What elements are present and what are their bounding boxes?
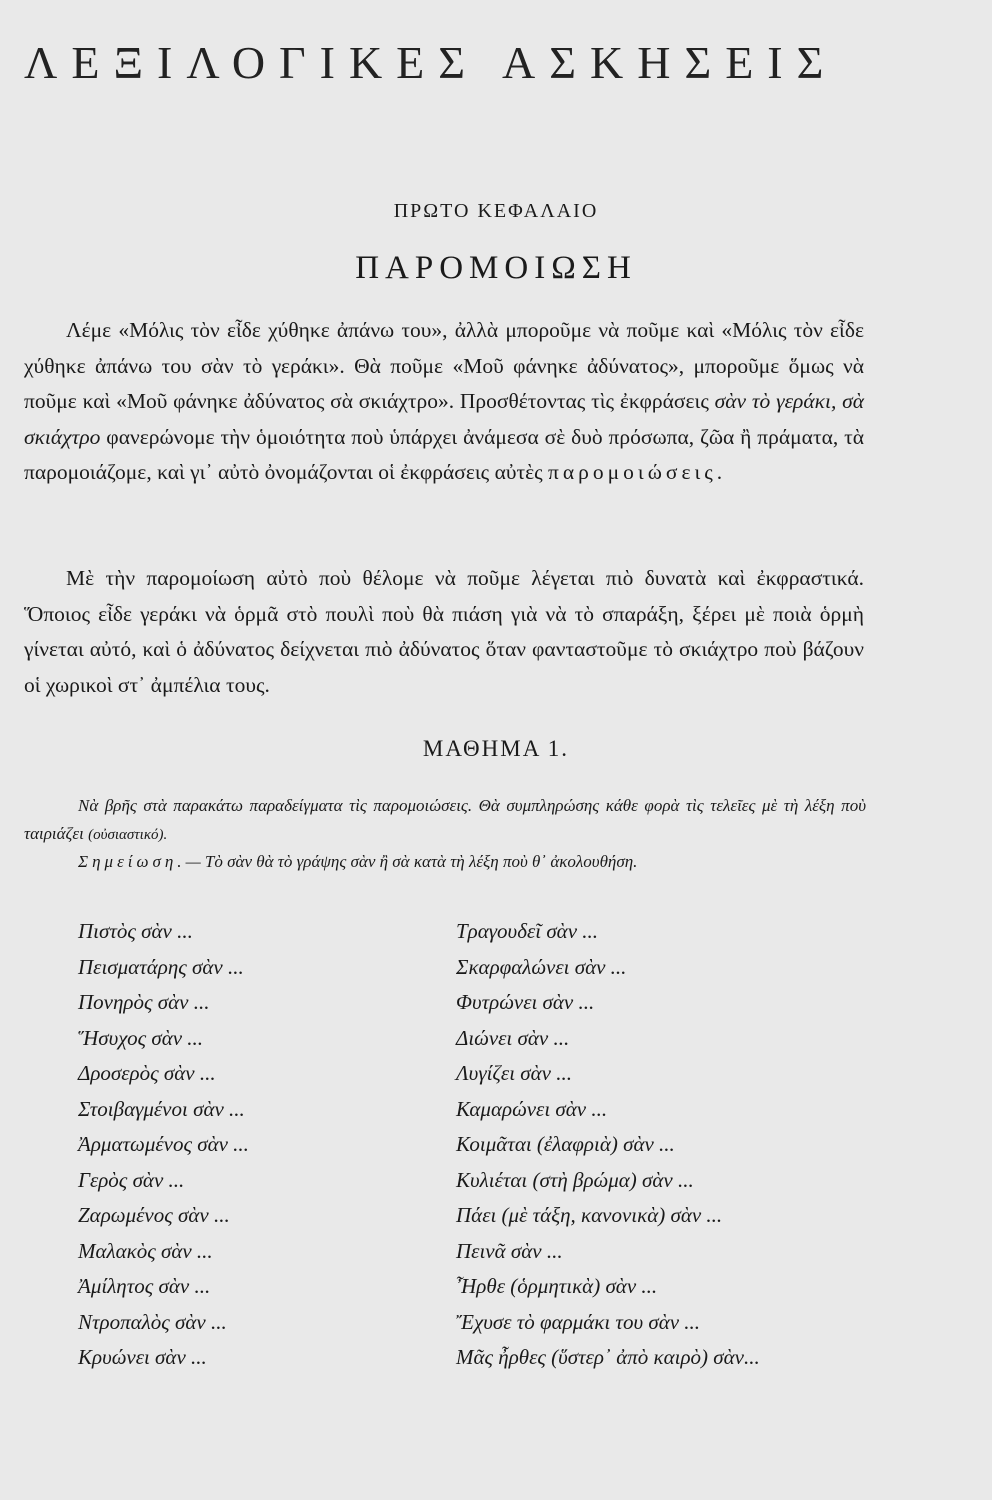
exercise-item: Ἀμίλητος σὰν ... — [78, 1274, 211, 1298]
exercise-item: Πεισματάρης σὰν ... — [78, 954, 244, 979]
exercise-item: Λυγίζει σὰν ... — [456, 1061, 572, 1085]
exercise-item: Καμαρώνει σὰν ... — [456, 1096, 608, 1121]
exercise-instruction — [24, 792, 866, 849]
exercise-item: Τραγουδεῖ σὰν ... — [456, 919, 599, 943]
exercise-list-left — [78, 914, 418, 1376]
lesson-title: ΜΑΘΗΜΑ 1. — [422, 736, 570, 761]
exercise-item: Σκαρφαλώνει σὰν ... — [456, 954, 627, 979]
p1-end: . — [716, 460, 723, 484]
intro-paragraph-1 — [24, 313, 864, 491]
exercise-list-right — [456, 914, 876, 1376]
exercise-item: Πιστὸς σὰν ... — [78, 919, 193, 943]
exercise-item: Μᾶς ἦρθες (ὕστερ᾿ ἀπὸ καιρὸ) σὰν... — [456, 1345, 760, 1369]
exercise-item: Στοιβαγμένοι σὰν ... — [78, 1096, 245, 1121]
p1-italic-phrases: σὰν τὸ γεράκι, σὰ σκιάχτρο — [24, 389, 865, 449]
exercise-item: Δροσερὸς σὰν ... — [78, 1061, 216, 1085]
exercise-item: Μαλακὸς σὰν ... — [78, 1238, 213, 1263]
note-label: Σημείωση. — [78, 852, 186, 871]
exercise-item: Κρυώνει σὰν ... — [78, 1345, 207, 1369]
exercise-item: Ἔχυσε τὸ φαρμάκι του σὰν ... — [456, 1309, 701, 1334]
exercise-item: Διώνει σὰν ... — [456, 1025, 570, 1050]
chapter-title: ΠΡΩΤΟ ΚΕΦΑΛΑΙΟ — [393, 200, 599, 222]
instruction-paren: (οὐσιαστικό). — [88, 827, 168, 843]
exercise-item: Φυτρώνει σὰν ... — [456, 990, 595, 1014]
exercise-item: Κυλιέται (στὴ βρώμα) σὰν ... — [456, 1167, 694, 1192]
intro-paragraph-2: Μὲ τὴν παρομοίωση αὐτὸ ποὺ θέλομε νὰ ποῦμε λέγεται πιὸ δυνατὰ καὶ ἐκφραστικά. Ὅποιος εἶδε γεράκι νὰ ὁρμᾶ στὸ πουλὶ ποὺ θὰ πιάση γιὰ νὰ τὸ σπαράξη, ξέρει μὲ ποιὰ ὁρμὴ γίνεται αὐτό, καὶ ὁ ἀδύνατος δείχνεται πιὸ ἀδύνατος ὅταν φανταστοῦμε τὸ σκιάχτρο ποὺ βάζουν οἱ χωρικοὶ στ᾿ ἀμπέλια τους. — [24, 566, 864, 697]
exercise-item: Κοιμᾶται (ἐλαφριὰ) σὰν ... — [456, 1132, 675, 1156]
exercise-item: Ἥσυχος σὰν ... — [78, 1025, 204, 1050]
book-title: ΛΕΞΙΛΟΓΙΚΕΣ ΑΣΚΗΣΕΙΣ — [24, 37, 838, 88]
exercise-item: Πάει (μὲ τάξη, κανονικὰ) σὰν ... — [456, 1203, 723, 1227]
exercise-item: Πονηρὸς σὰν ... — [78, 990, 210, 1014]
instruction-text: Νὰ βρῆς στὰ παρακάτω παραδείγματα τὶς παρομοιώσεις. Θὰ συμπληρώσης κάθε φορὰ τὶς τελεῖες μὲ τὴ λέξη ποὺ ταιριάζει — [24, 796, 866, 843]
p1-text-before: Λέμε «Μόλις τὸν εἶδε χύθηκε ἀπάνω του», ἀλλὰ μποροῦμε νὰ ποῦμε καὶ «Μόλις τὸν εἶδε χύθηκε ἀπάνω του σὰν τὸ γεράκι». Θὰ ποῦμε «Μοῦ φάνηκε ἀδύνατος», μποροῦμε ὅμως νὰ ποῦμε καὶ «Μοῦ φάνηκε ἀδύνατος σὰ σκιάχτρο». Προσθέτοντας τὶς ἐκφράσεις — [24, 318, 864, 413]
exercise-item: Ζαρωμένος σὰν ... — [78, 1203, 230, 1227]
exercise-item: Ἦρθε (ὁρμητικὰ) σὰν ... — [456, 1274, 658, 1298]
exercise-item: Γερὸς σὰν ... — [78, 1167, 185, 1192]
exercise-item: Πεινᾶ σὰν ... — [456, 1238, 563, 1263]
section-heading: ΠΑΡΟΜΟΙΩΣΗ — [355, 250, 637, 286]
p1-spaced-term: παρομοιώσεις — [548, 460, 717, 484]
exercise-note — [24, 848, 866, 876]
p1-text-middle: φανερώνομε τὴν ὁμοιότητα ποὺ ὑπάρχει ἀνάμεσα σὲ δυὸ πρόσωπα, ζῶα ἢ πράματα, τὰ παρομοιάζομε, καὶ γι᾿ αὐτὸ ὀνομάζονται οἱ ἐκφράσεις αὐτὲς — [24, 424, 865, 484]
exercise-item: Ντροπαλὸς σὰν ... — [78, 1309, 227, 1334]
note-text: — Τὸ σὰν θὰ τὸ γράψης σὰν ἢ σὰ κατὰ τὴ λέξη ποὺ θ᾿ ἀκολουθήση. — [185, 852, 638, 871]
exercise-item: Ἀρματωμένος σὰν ... — [78, 1132, 249, 1156]
